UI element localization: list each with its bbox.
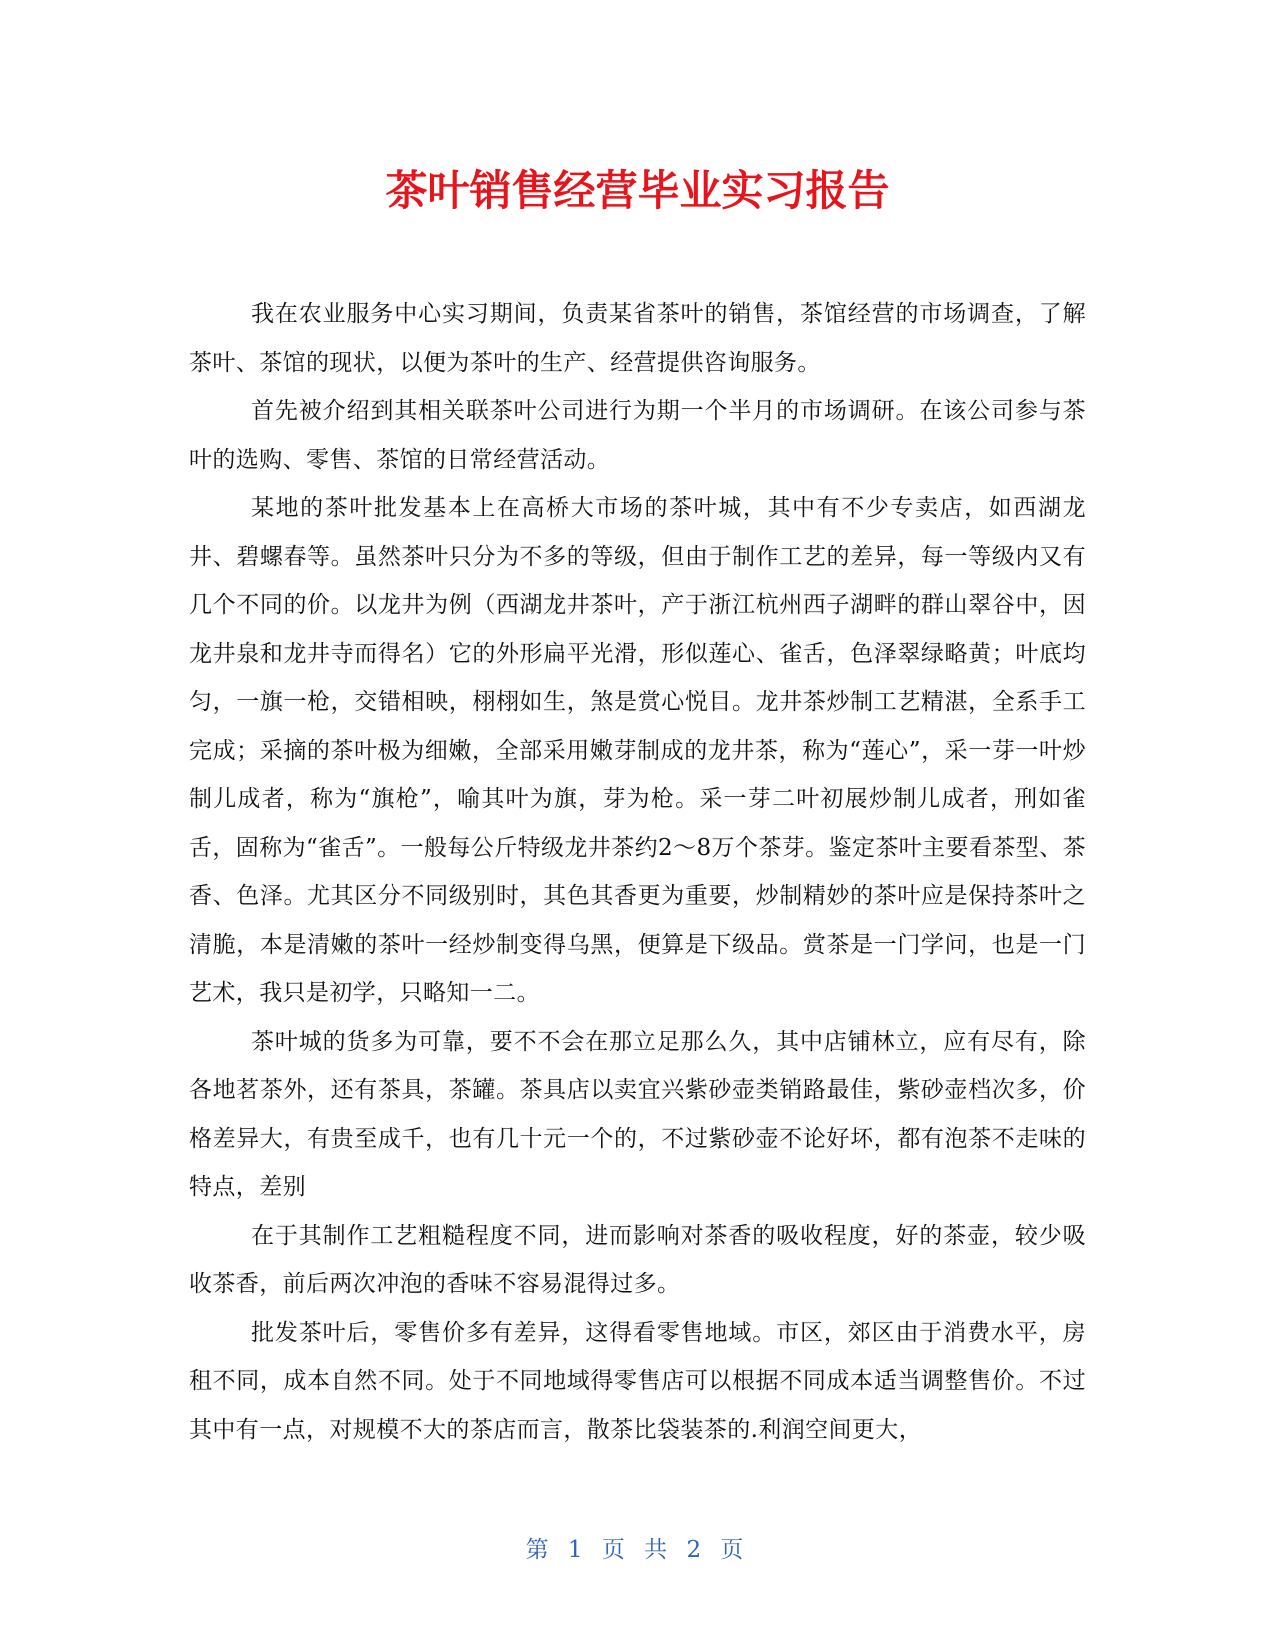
paragraph: 批发茶叶后，零售价多有差异，这得看零售地域。市区，郊区由于消费水平，房租不同，成本自然不同。处于不同地域得零售店可以根据不同成本适当调整售价。不过其中有一点，对规模不大的茶店而言，散茶比袋装茶的.利润空间更大， (189, 1319, 1086, 1443)
paragraph: 某地的茶叶批发基本上在高桥大市场的茶叶城，其中有不少专卖店，如西湖龙井、碧螺春等。虽然茶叶只分为不多的等级，但由于制作工艺的差异，每一等级内又有几个不同的价。以龙井为例（西湖龙井茶叶，产于浙江杭州西子湖畔的群山翠谷中，因龙井泉和龙井寺而得名）它的外形扁平光滑，形似莲心、雀舌，色泽翠绿略黄；叶底均匀，一旗一枪，交错相映，栩栩如生，煞是赏心悦目。龙井茶炒制工艺精湛，全系手工完成；采摘的茶叶极为细嫩，全部采用嫩芽制成的龙井茶，称为“莲心”，采一芽一叶炒制儿成者，称为“旗枪”，喻其叶为旗，芽为枪。采一芽二叶初展炒制儿成者，刑如雀舌，固称为“雀舌”。一般每公斤特级龙井茶约2～8万个茶芽。鉴定茶叶主要看茶型、茶香、色泽。尤其区分不同级别时，其色其香更为重要，炒制精妙的茶叶应是保持茶叶之清脆，本是清嫩的茶叶一经炒制变得乌黑，便算是下级品。赏茶是一门学问，也是一门艺术，我只是初学，只略知一二。 (189, 495, 1086, 1006)
paragraph: 首先被介绍到其相关联茶叶公司进行为期一个半月的市场调研。在该公司参与茶叶的选购、零售、茶馆的日常经营活动。 (189, 398, 1086, 473)
paragraph: 在于其制作工艺粗糙程度不同，进而影响对茶香的吸收程度，好的茶壶，较少吸收茶香，前后两次冲泡的香味不容易混得过多。 (189, 1222, 1086, 1297)
document-body (189, 290, 1086, 1454)
page-number-footer: 第 1 页 共 2 页 (525, 1537, 750, 1563)
paragraph: 我在农业服务中心实习期间，负责某省茶叶的销售，茶馆经营的市场调查，了解茶叶、茶馆的现状，以便为茶叶的生产、经营提供咨询服务。 (189, 301, 1086, 376)
paragraph: 茶叶城的货多为可靠，要不不会在那立足那么久，其中店铺林立，应有尽有，除各地茗茶外，还有茶具，茶罐。茶具店以卖宜兴紫砂壶类销路最佳，紫砂壶档次多，价格差异大，有贵至成千，也有几十元一个的，不过紫砂壶不论好坏，都有泡茶不走味的特点，差别 (189, 1028, 1086, 1200)
document-title: 茶叶销售经营毕业实习报告 (385, 166, 890, 215)
